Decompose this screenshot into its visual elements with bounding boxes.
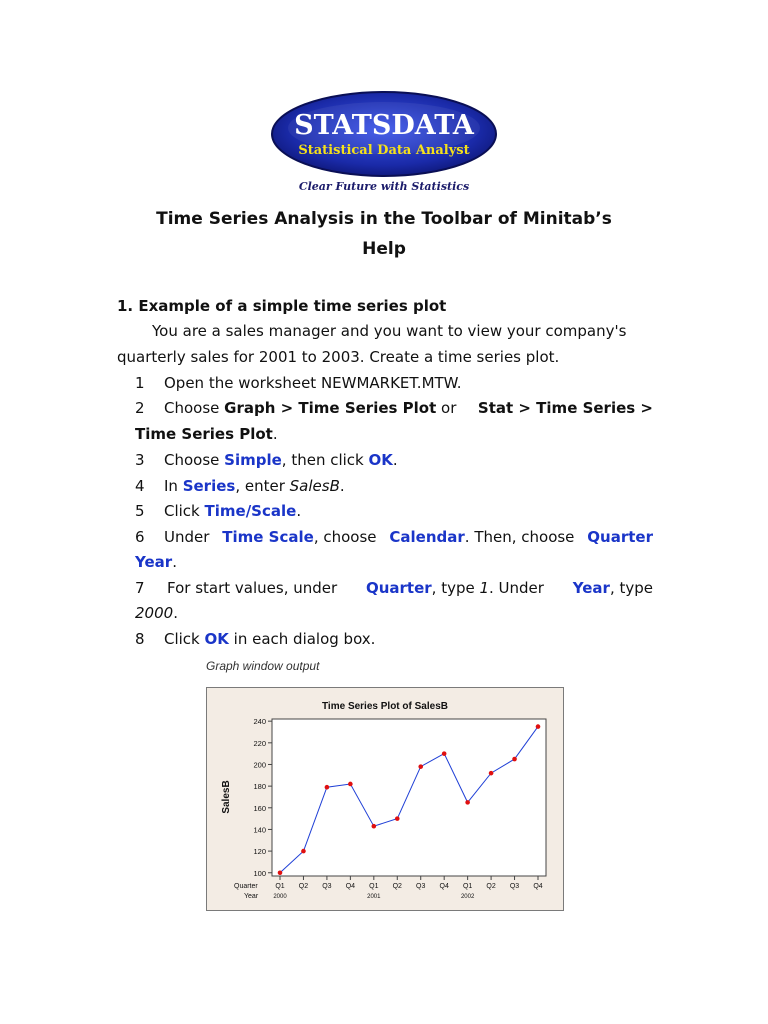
menu-path-stat: Stat > Time Series > [477,399,653,417]
x-tick-label: Q3 [322,883,332,890]
step-text-part: or [436,399,462,417]
document-title-line2: Help [362,239,406,259]
button-time-scale: Time/Scale [204,502,297,520]
x-tick-label: Q1 [462,883,473,890]
data-point [278,870,283,875]
step-number: 8 [135,630,145,648]
x-tick-label: Q1 [369,883,379,890]
tab-time-scale: Time Scale [222,528,314,546]
data-point [465,800,470,805]
logo-subtitle: Statistical Data Analyst [298,143,470,158]
x-tick-label: Q3 [509,883,520,890]
step-text [164,630,375,648]
step-5 [0,502,768,522]
step-8 [0,630,768,650]
data-point [536,724,541,729]
step-7 [0,579,768,599]
step-text-part: For start values, under [167,579,342,597]
step-text-part: , choose [313,528,382,546]
step-text-part: . Under [489,579,549,597]
step-text [164,502,301,520]
step-text-part: , type [431,579,480,597]
y-axis-label: SalesB [221,780,232,814]
x-tick-label: Q1 [275,883,285,890]
data-point [372,824,377,829]
intro-line-1: You are a sales manager and you want to view your company's [152,322,627,340]
step-text-part: . [339,477,345,495]
option-calendar: Calendar [389,528,465,546]
y-tick-label: 160 [253,803,266,813]
step-text: Open the worksheet NEWMARKET.MTW. [164,374,462,392]
step-number: 7 [135,579,145,597]
data-point [395,816,400,821]
x-year-label: 2001 [367,894,381,900]
step-2-continued [135,425,278,443]
statsdata-logo [260,88,508,200]
x-tick-label: Q4 [533,883,543,890]
step-text-part: . [172,553,177,571]
x-year-label: 2000 [273,894,287,900]
intro-line-2: quarterly sales for 2001 to 2003. Create a time series plot. [117,348,560,366]
step-number: 1 [135,374,145,392]
menu-path-graph: Graph > Time Series Plot [224,399,437,417]
x-row-label-quarter: Quarter [234,883,258,890]
step-1 [0,374,768,394]
step-text-part: . [272,425,278,443]
chart-frame [206,687,564,911]
y-tick-label: 100 [253,868,266,878]
time-series-chart [207,688,563,910]
step-6 [0,528,768,548]
logo-name: STATSDATA [294,110,474,141]
y-tick-label: 240 [253,717,266,727]
data-point [442,751,447,756]
x-year-label: 2002 [460,894,475,900]
step-2 [0,399,768,419]
step-text-part: , then click [281,451,369,469]
step-text-part: Choose [164,451,225,469]
y-tick-label: 140 [253,825,266,835]
step-text [167,579,653,597]
value-1: 1 [479,579,490,597]
x-tick-label: Q4 [439,883,449,890]
y-tick-label: 220 [253,738,266,748]
step-6-continued [135,553,177,571]
step-text-part: , type [609,579,653,597]
x-tick-label: Q4 [345,883,356,890]
step-text-part: . [173,604,178,622]
step-text-part: Choose [164,399,225,417]
y-tick-label: 120 [253,847,266,857]
field-series: Series [182,477,236,495]
step-text-part: . [296,502,302,520]
option-year: Year [135,553,173,571]
step-number: 3 [135,451,145,469]
step-number: 5 [135,502,145,520]
x-tick-label: Q3 [416,883,426,890]
section-heading: 1. Example of a simple time series plot [117,297,447,315]
step-text-part: . Then, choose [464,528,580,546]
step-text-part: In [164,477,183,495]
step-4 [0,477,768,497]
step-text-part: Click [164,630,205,648]
step-number: 4 [135,477,145,495]
option-simple: Simple [224,451,282,469]
step-text-part: in each dialog box. [228,630,376,648]
document-title-line1: Time Series Analysis in the Toolbar of Minitab’s [156,209,612,229]
x-tick-label: Q2 [486,883,496,890]
step-7-continued [135,604,178,622]
value-2000: 2000 [135,604,174,622]
step-text [164,477,345,495]
step-number: 2 [135,399,145,417]
x-row-label-year: Year [244,893,259,900]
option-quarter: Quarter [587,528,653,546]
step-number: 6 [135,528,145,546]
ok-button-label: OK [204,630,229,648]
variable-salesb: SalesB [289,477,340,495]
logo-tagline: Clear Future with Statistics [298,180,470,193]
step-text [164,451,398,469]
x-tick-label: Q2 [298,883,309,890]
y-tick-label: 200 [253,760,266,770]
menu-path-time-series-plot: Time Series Plot [135,425,273,443]
step-text [164,528,653,546]
field-quarter: Quarter [365,579,432,597]
step-text [164,399,653,417]
ok-button-label: OK [368,451,393,469]
step-3 [0,451,768,471]
data-point [489,771,494,776]
step-text-part: Under [164,528,215,546]
step-text-part: , enter [235,477,290,495]
x-tick-label: Q2 [392,883,402,890]
data-point [301,849,306,854]
data-point [348,782,353,787]
plot-area [272,719,546,876]
data-point [512,757,517,762]
graph-caption: Graph window output [206,659,320,673]
step-text-part: Click [164,502,205,520]
data-point [325,785,330,790]
y-tick-label: 180 [253,782,266,792]
data-point [418,764,423,769]
chart-title: Time Series Plot of SalesB [322,701,448,712]
field-year: Year [572,579,610,597]
step-text-part: . [392,451,398,469]
